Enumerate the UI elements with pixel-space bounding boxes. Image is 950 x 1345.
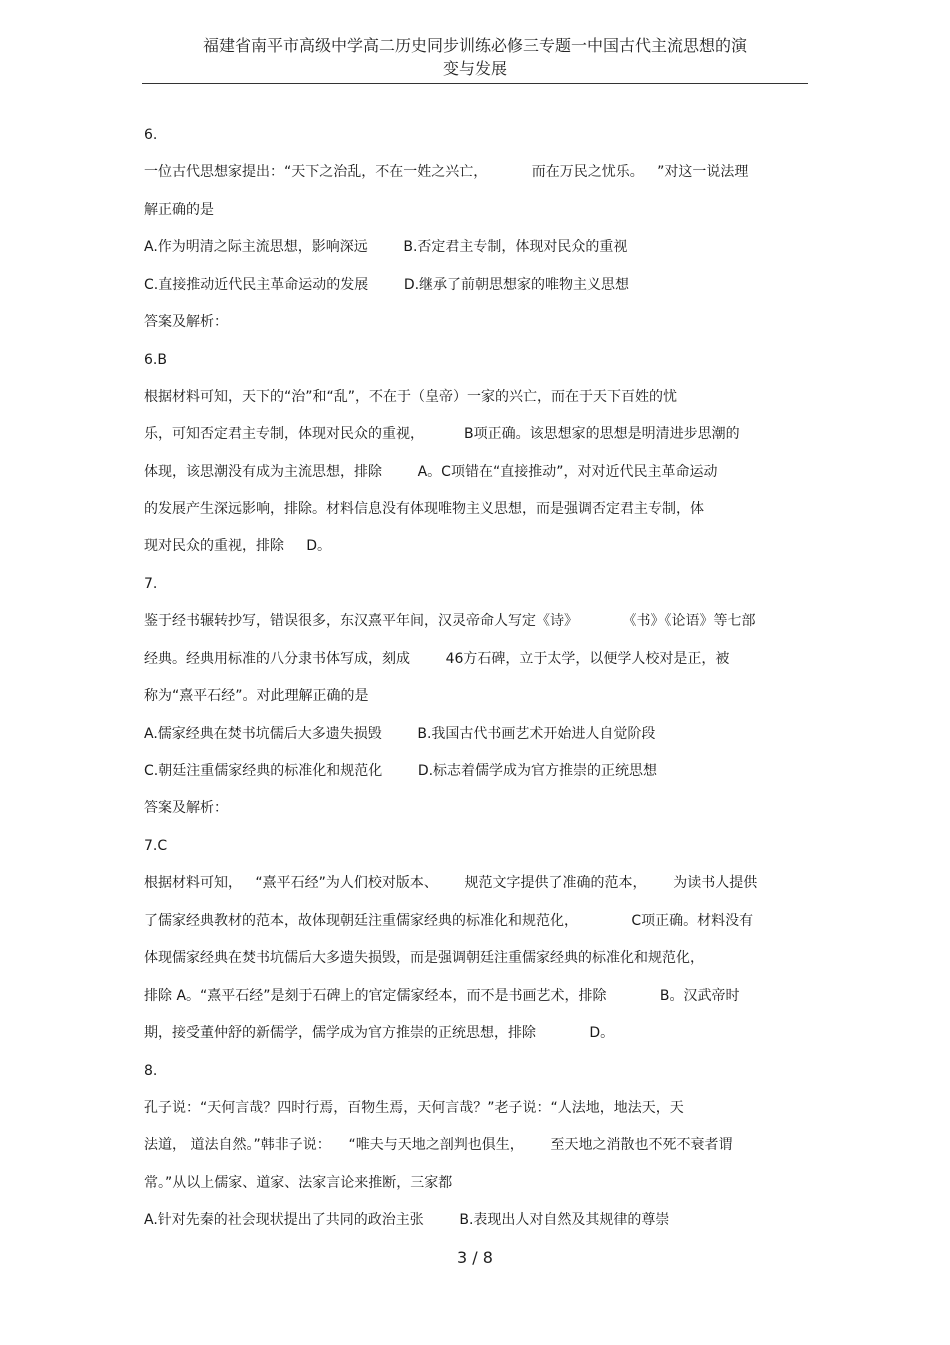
page-title-line1: 福建省南平市高级中学高二历史同步训练必修三专题一中国古代主流思想的演: [202, 36, 747, 55]
explanation-7-line5: 期，接受董仲舒的新儒学，儒学成为官方推崇的正统思想，排除 D。: [144, 1025, 615, 1041]
question-7-options-ab: A.儒家经典在焚书坑儒后大多遗失损毁 B.我国古代书画艺术开始进人自觉阶段: [144, 726, 656, 742]
question-8-stem-cont2: 常。”从以上儒家、道家、法家言论来推断，三家都: [144, 1175, 453, 1191]
question-7-stem-cont1: 经典。经典用标准的八分隶书体写成，刻成 46方石碑，立于太学，以便学人校对是正，被: [144, 651, 730, 667]
question-number-7: 7.: [144, 576, 158, 592]
question-7-stem-cont2: 称为“熹平石经”。对此理解正确的是: [144, 688, 369, 704]
explanation-6-line3: 体现，该思潮没有成为主流思想，排除 A。C项错在“直接推动”，对对近代民主革命运动: [144, 464, 718, 480]
page-title-line2: 变与发展: [442, 59, 507, 78]
question-number-8: 8.: [144, 1063, 158, 1079]
explanation-6-line5: 现对民众的重视，排除 D。: [144, 538, 332, 554]
question-6-options-ab: A.作为明清之际主流思想，影响深远 B.否定君主专制，体现对民众的重视: [144, 239, 628, 255]
explanation-6-line1: 根据材料可知，天下的“治”和“乱”，不在于（皇帝）一家的兴亡，而在于天下百姓的忧: [144, 389, 678, 405]
explanation-7-line2: 了儒家经典教材的范本，故体现朝廷注重儒家经典的标准化和规范化， C项正确。材料没有: [144, 913, 754, 929]
question-number-6: 6.: [144, 127, 158, 143]
explanation-7-line3: 体现儒家经典在焚书坑儒后大多遗失损毁，而是强调朝廷注重儒家经典的标准化和规范化，: [144, 950, 704, 966]
question-7-options-cd: C.朝廷注重儒家经典的标准化和规范化 D.标志着儒学成为官方推崇的正统思想: [144, 763, 658, 779]
answer-heading-7: 答案及解析：: [144, 800, 228, 816]
explanation-7-line1: 根据材料可知， “熹平石经”为人们校对版本、 规范文字提供了准确的范本， 为读书人提供: [144, 875, 758, 891]
question-7-stem: 鉴于经书辗转抄写，错误很多，东汉熹平年间，汉灵帝命人写定《诗》 《书》《论语》等七部: [144, 613, 756, 629]
answer-7: 7.C: [144, 838, 168, 854]
header-divider: [142, 83, 808, 84]
question-8-stem: 孔子说：“天何言哉？四时行焉，百物生焉，天何言哉？”老子说：“人法地，地法天，天: [144, 1100, 684, 1116]
explanation-6-line4: 的发展产生深远影响，排除。材料信息没有体现唯物主义思想，而是强调否定君主专制，体: [144, 501, 704, 517]
answer-6: 6.B: [144, 352, 167, 368]
question-8-stem-cont1: 法道， 道法自然。”韩非子说： “唯夫与天地之剖判也俱生， 至天地之消散也不死不衰者谓: [144, 1137, 733, 1153]
question-6-stem: 一位古代思想家提出：“天下之治乱，不在一姓之兴亡， 而在万民之忧乐。 ”对这一说法理: [144, 164, 749, 180]
page-header: [142, 34, 808, 80]
page-number: 3 / 8: [457, 1248, 493, 1267]
question-6-options-cd: C.直接推动近代民主革命运动的发展 D.继承了前朝思想家的唯物主义思想: [144, 277, 630, 293]
question-6-stem-cont: 解正确的是: [144, 202, 214, 218]
question-8-options-ab: A.针对先秦的社会现状提出了共同的政治主张 B.表现出人对自然及其规律的尊崇: [144, 1212, 670, 1228]
explanation-7-line4: 排除 A。“熹平石经”是刻于石碑上的官定儒家经本，而不是书画艺术，排除 B。汉武帝时: [144, 988, 740, 1004]
answer-heading-6: 答案及解析：: [144, 314, 228, 330]
explanation-6-line2: 乐，可知否定君主专制，体现对民众的重视， B项正确。该思想家的思想是明清进步思潮的: [144, 426, 740, 442]
